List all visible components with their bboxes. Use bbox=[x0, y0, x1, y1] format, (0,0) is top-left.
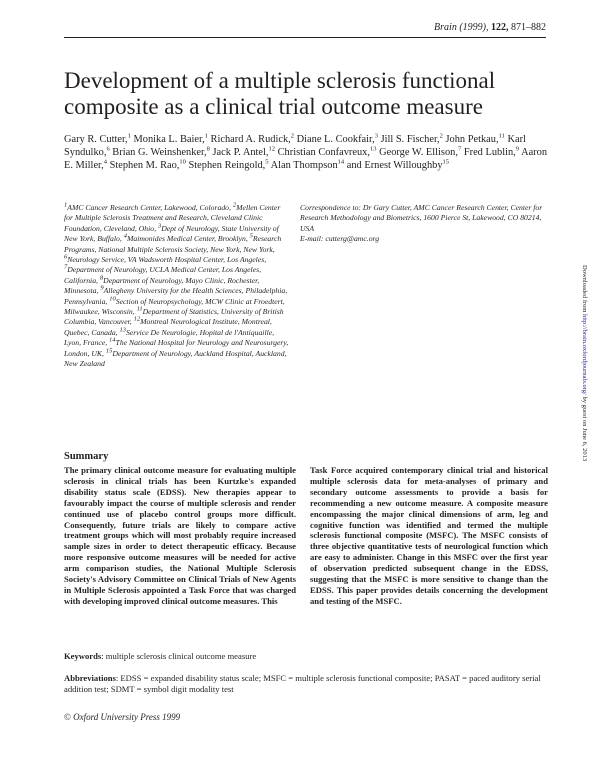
affiliation-superscript: 15 bbox=[105, 347, 113, 355]
affiliation-text: Allegheny University for the Health Sciences, Philadelphia, Pennsylvania, bbox=[64, 286, 288, 306]
affiliation-superscript: 12 bbox=[133, 315, 141, 323]
header-rule bbox=[64, 37, 546, 38]
author-superscript: 8 bbox=[206, 145, 210, 153]
affiliation-text: Mellen Center for Multiple Sclerosis Treatment and Research, Cleveland Clinic Foundation, Cleveland, Ohio, bbox=[64, 203, 281, 233]
affiliation bbox=[124, 234, 248, 243]
author-superscript: 4 bbox=[103, 158, 107, 166]
abbreviations bbox=[64, 673, 554, 695]
author-superscript: 1 bbox=[127, 132, 131, 140]
author-superscript: 6 bbox=[106, 145, 110, 153]
author-superscript: 2 bbox=[439, 132, 443, 140]
download-notice bbox=[581, 265, 588, 645]
author-text: Alan Thompson bbox=[270, 160, 338, 171]
author-text: Jack P. Antel, bbox=[212, 147, 269, 158]
affiliation-text: Neurology Service, VA Wadsworth Hospital Center, Los Angeles, bbox=[67, 255, 267, 265]
author-text: George W. Ellison, bbox=[379, 147, 458, 158]
author bbox=[213, 147, 276, 158]
author-superscript: 14 bbox=[337, 158, 345, 166]
affiliation-superscript: 3 bbox=[157, 222, 162, 230]
author-superscript: 11 bbox=[498, 132, 505, 140]
article-title: Development of a multiple sclerosis functional composite as a clinical trial outcome measure bbox=[64, 68, 496, 119]
download-url-link[interactable]: http://brain.oxfordjournals.org/ bbox=[581, 314, 588, 395]
author-superscript: 9 bbox=[515, 145, 520, 153]
author-list bbox=[64, 133, 554, 172]
affiliation-text: Department of Statistics, University of British Columbia, Vancouver, bbox=[64, 307, 284, 327]
keywords-label: Keywords bbox=[64, 651, 102, 661]
author bbox=[381, 134, 443, 145]
author bbox=[278, 147, 377, 158]
author-text: Karl Syndulko, bbox=[64, 134, 526, 158]
copyright bbox=[64, 712, 180, 722]
author-text: Fred Lublin, bbox=[463, 147, 516, 158]
affiliation-text: Dept of Neurology, State University of New York, Buffalo, bbox=[64, 223, 279, 244]
author bbox=[379, 147, 461, 158]
correspondence bbox=[300, 203, 550, 245]
author-text: Gary R. Cutter, bbox=[64, 134, 128, 145]
author-text: Richard A. Rudick, bbox=[210, 134, 291, 145]
affiliation-superscript: 4 bbox=[123, 232, 127, 240]
author-superscript: 7 bbox=[457, 145, 462, 153]
author-superscript: 15 bbox=[442, 158, 450, 166]
author-text: Christian Confavreux, bbox=[277, 147, 370, 158]
journal-volume: 122, bbox=[491, 22, 509, 33]
author-text: Jill S. Fischer, bbox=[380, 134, 440, 145]
affiliation-text: Department of Neurology, Auckland Hospital, Auckland, New Zealand bbox=[64, 348, 287, 369]
author bbox=[64, 134, 131, 145]
affiliations bbox=[64, 203, 290, 370]
author-text: Stephen Reingold, bbox=[188, 160, 266, 171]
download-suffix: by guest on June 6, 2013 bbox=[581, 396, 588, 462]
affiliation-superscript: 8 bbox=[99, 274, 104, 282]
correspondence-email: E-mail: cutterg@amc.org bbox=[300, 234, 380, 244]
copyright-publisher: Oxford University Press bbox=[73, 712, 160, 722]
affiliation-superscript: 11 bbox=[136, 305, 143, 313]
author-text: Monika L. Baier, bbox=[133, 134, 205, 145]
author bbox=[464, 147, 519, 158]
affiliation-text: Department of Neurology, UCLA Medical Center, Los Angeles, California, bbox=[64, 265, 261, 285]
copyright-year: 1999 bbox=[162, 712, 181, 722]
affiliation-text: Section of Neuropsychology, MCW Clinic at Froedtert, Milwaukee, Wisconsin, bbox=[64, 296, 285, 317]
author-superscript: 2 bbox=[290, 132, 295, 140]
affiliation-text: The National Hospital for Neurology and Neurosurgery, London, UK, bbox=[64, 338, 289, 358]
affiliation-text: Maimonides Medical Center, Brooklyn, bbox=[126, 234, 248, 244]
author-superscript: 1 bbox=[204, 132, 208, 140]
download-prefix: Downloaded from bbox=[581, 265, 588, 313]
affiliation-superscript: 2 bbox=[232, 201, 237, 209]
affiliation-text: Research Programs, National Multiple Sclerosis Society, New York, New York, bbox=[64, 234, 282, 254]
journal-pages: 871–882 bbox=[511, 22, 546, 33]
keywords bbox=[64, 651, 546, 661]
author-text: Brian G. Weinshenker, bbox=[112, 147, 207, 158]
copyright-symbol: © bbox=[64, 712, 71, 722]
journal-year: (1999), bbox=[459, 22, 489, 33]
author-text: John Petkau, bbox=[445, 134, 499, 145]
author bbox=[112, 147, 210, 158]
author-text: and Ernest Willoughby bbox=[346, 160, 443, 171]
keywords-text: : multiple sclerosis clinical outcome measure bbox=[101, 651, 257, 661]
affiliation-superscript: 10 bbox=[109, 295, 116, 303]
affiliation-superscript: 9 bbox=[100, 284, 104, 292]
summary-text-right: Task Force acquired contemporary clinical trial and historical multiple sclerosis data for meta-analyses of primary and secondary outcome assessments to provide a basis for recommending a new outcome measure. A composite measure encompassing the major clinical dimensions of arm, leg and cognitive function was identified and termed the multiple sclerosis functional composite (MSFC). The MSFC consists of three objective quantitative tests of neurological function which are easy to administer. Change in this MSFC over the first year of observation predicted subsequent change in the EDSS, suggesting that the MSFC is more sensitive to change than the EDSS. This paper provides details concerning the development and testing of the MSFC. bbox=[310, 465, 548, 606]
summary-heading: Summary bbox=[64, 451, 109, 462]
journal-header bbox=[64, 22, 546, 33]
correspondence-address: Correspondence to: Dr Gary Cutter, AMC Cancer Research Center, Center for Research Methodology and Biometrics, 1600 Pierce St, Lakewood, CO 80214, USA bbox=[300, 203, 543, 233]
affiliation-text: Service De Neurologie, Hopital de l'Antiquaille, Lyon, France, bbox=[64, 327, 275, 348]
affiliation bbox=[64, 203, 231, 212]
author bbox=[211, 134, 294, 145]
abbreviations-label: Abbreviations bbox=[64, 673, 116, 683]
author bbox=[189, 160, 269, 171]
author-text: Aaron E. Miller, bbox=[64, 147, 548, 171]
author-text: Stephen M. Rao, bbox=[109, 160, 180, 171]
author bbox=[445, 134, 504, 145]
affiliation-superscript: 14 bbox=[109, 336, 116, 344]
affiliation bbox=[64, 255, 266, 264]
abbreviations-text: : EDSS = expanded disability status scale; MSFC = multiple sclerosis functional composite; PASAT = paced auditory serial addition test; SDMT = symbol digit modality test bbox=[64, 673, 541, 694]
author-superscript: 10 bbox=[179, 158, 186, 166]
author bbox=[110, 160, 186, 171]
author-superscript: 13 bbox=[369, 145, 377, 153]
author bbox=[297, 134, 378, 145]
summary-text-left: The primary clinical outcome measure for evaluating multiple sclerosis in clinical trials has been Kurtzke's expanded disability status scale (EDSS). New therapies appear to favourably impact the course of multiple sclerosis and render continued use of placebo control groups more difficult. Consequently, future trials are likely to compare active treatment groups which will most probably require increased sample sizes in order to detect therapeutic efficacy. Because more responsive outcome measures will be needed for active arm comparison studies, the National Multiple Sclerosis Society's Advisory Committee on Clinical Trials of New Agents in Multiple Sclerosis appointed a Task Force that was charged with developing improved clinical outcome measures. This bbox=[64, 465, 296, 606]
author bbox=[271, 160, 345, 171]
affiliation-text: Montreal Neurological Institute, Montreal, Quebec, Canada, bbox=[64, 317, 272, 337]
author bbox=[347, 160, 449, 171]
affiliation-superscript: 13 bbox=[119, 326, 127, 334]
affiliation-superscript: 1 bbox=[64, 201, 68, 209]
author-superscript: 3 bbox=[374, 132, 378, 140]
author-superscript: 12 bbox=[268, 145, 276, 153]
affiliation-superscript: 6 bbox=[64, 253, 68, 261]
affiliation-text: AMC Cancer Research Center, Lakewood, Colorado, bbox=[67, 203, 231, 212]
affiliation-superscript: 5 bbox=[249, 232, 253, 240]
author bbox=[134, 134, 208, 145]
author-text: Diane L. Cookfair, bbox=[296, 134, 375, 145]
author-superscript: 5 bbox=[265, 158, 269, 166]
journal-name: Brain bbox=[434, 22, 457, 33]
affiliation-superscript: 7 bbox=[64, 263, 68, 271]
affiliation-text: Department of Neurology, Mayo Clinic, Rochester, Minnesota, bbox=[64, 275, 260, 296]
